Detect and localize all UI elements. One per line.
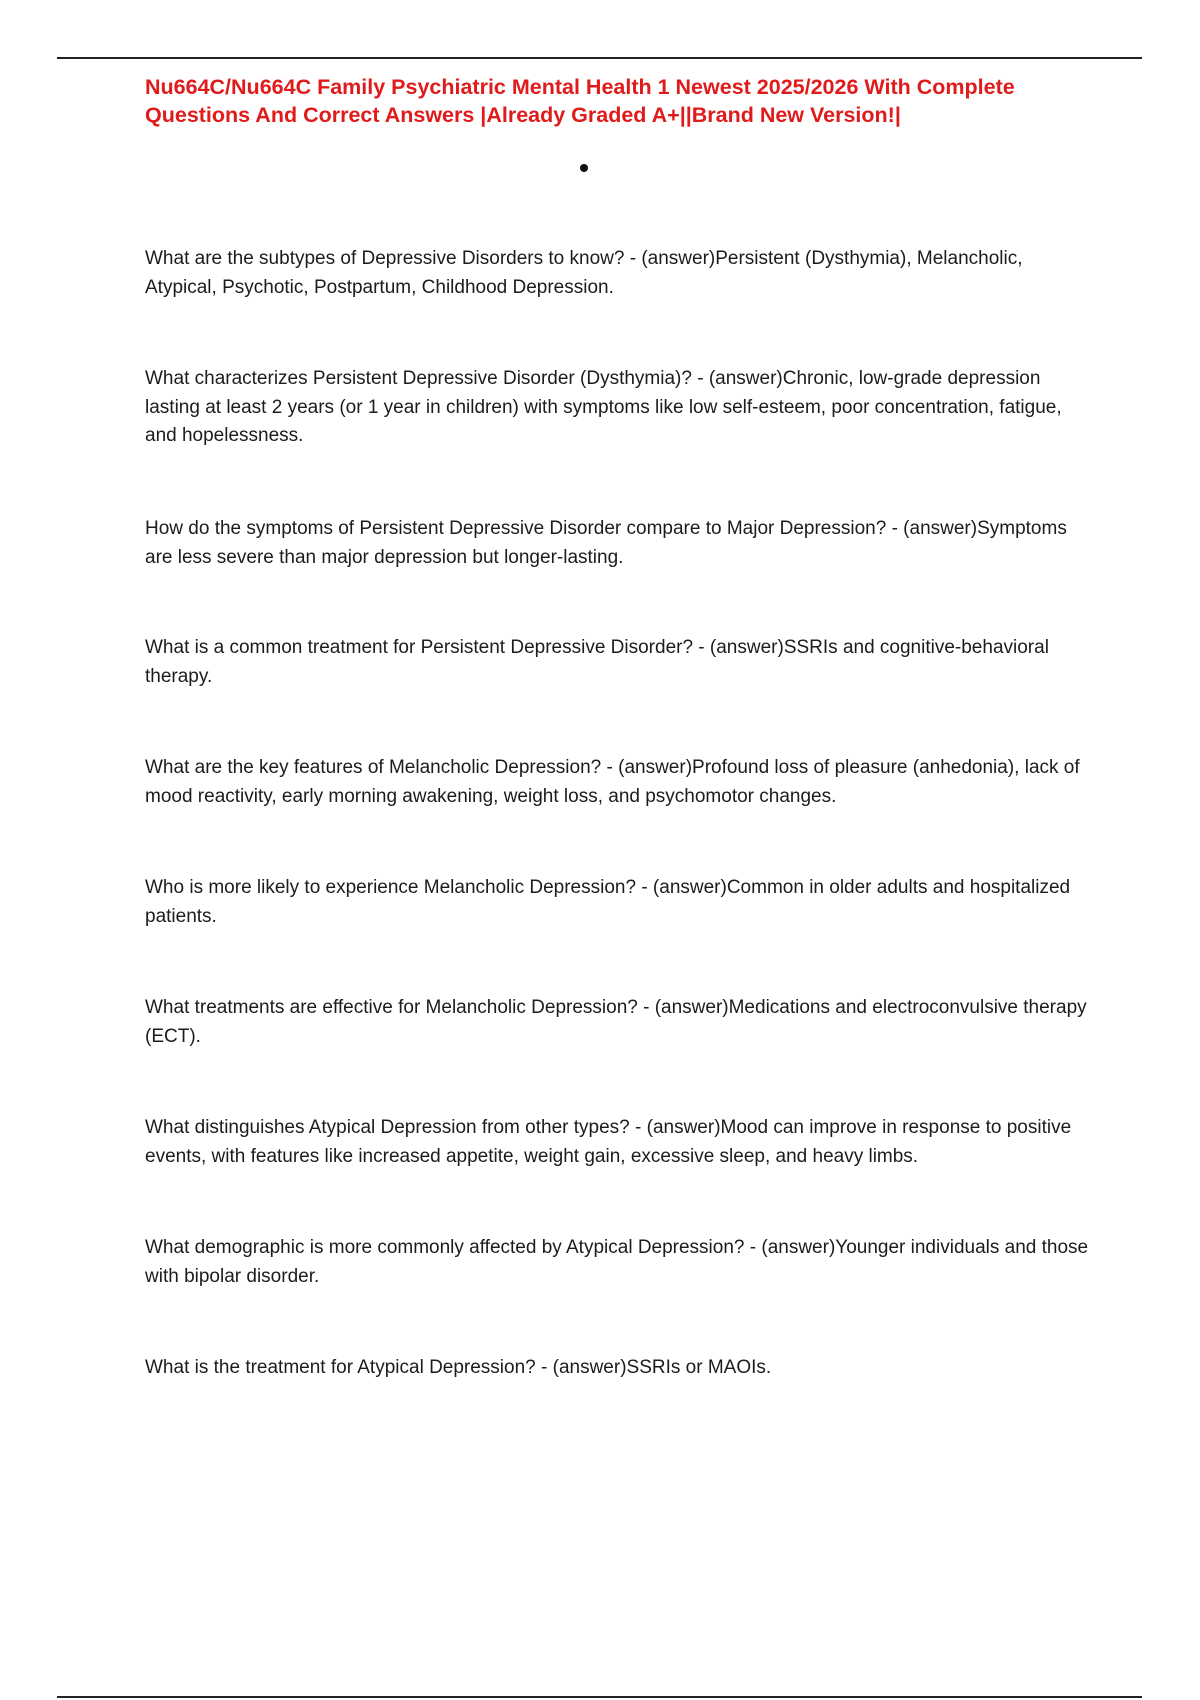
qa-item: What are the subtypes of Depressive Disorders to know? - (answer)Persistent (Dysthymia), Melancholic, Atypical, Psychotic, Postpartum, Childhood Depression. [145,248,1023,298]
qa-item: Who is more likely to experience Melancholic Depression? - (answer)Common in older adults and hospitalized patients. [145,877,1071,927]
top-rule [57,57,1142,59]
bullet-icon [580,164,588,172]
qa-item: What is a common treatment for Persistent Depressive Disorder? - (answer)SSRIs and cognitive-behavioral therapy. [145,637,1049,687]
qa-item: What demographic is more commonly affected by Atypical Depression? - (answer)Younger individuals and those with bipolar disorder. [145,1237,1089,1287]
qa-item: How do the symptoms of Persistent Depressive Disorder compare to Major Depression? - (answer)Symptoms are less severe than major depression but longer-lasting. [145,518,1067,568]
qa-item: What is the treatment for Atypical Depression? - (answer)SSRIs or MAOIs. [145,1357,772,1378]
qa-item: What distinguishes Atypical Depression from other types? - (answer)Mood can improve in response to positive events, with features like increased appetite, weight gain, excessive sleep, and heavy limbs. [145,1117,1072,1167]
qa-item: What characterizes Persistent Depressive Disorder (Dysthymia)? - (answer)Chronic, low-grade depression lasting at least 2 years (or 1 year in children) with symptoms like low self-esteem, poor concentration, fatigue, and hopelessness. [145,368,1062,446]
qa-item: What are the key features of Melancholic Depression? - (answer)Profound loss of pleasure (anhedonia), lack of mood reactivity, early morning awakening, weight loss, and psychomotor changes. [145,757,1080,807]
bottom-rule [57,1696,1142,1698]
document-title: Nu664C/Nu664C Family Psychiatric Mental Health 1 Newest 2025/2026 With Complete Questions And Correct Answers |Already Graded A+||Brand New Version!| [145,75,1015,127]
qa-item: What treatments are effective for Melancholic Depression? - (answer)Medications and electroconvulsive therapy (ECT). [145,997,1087,1047]
